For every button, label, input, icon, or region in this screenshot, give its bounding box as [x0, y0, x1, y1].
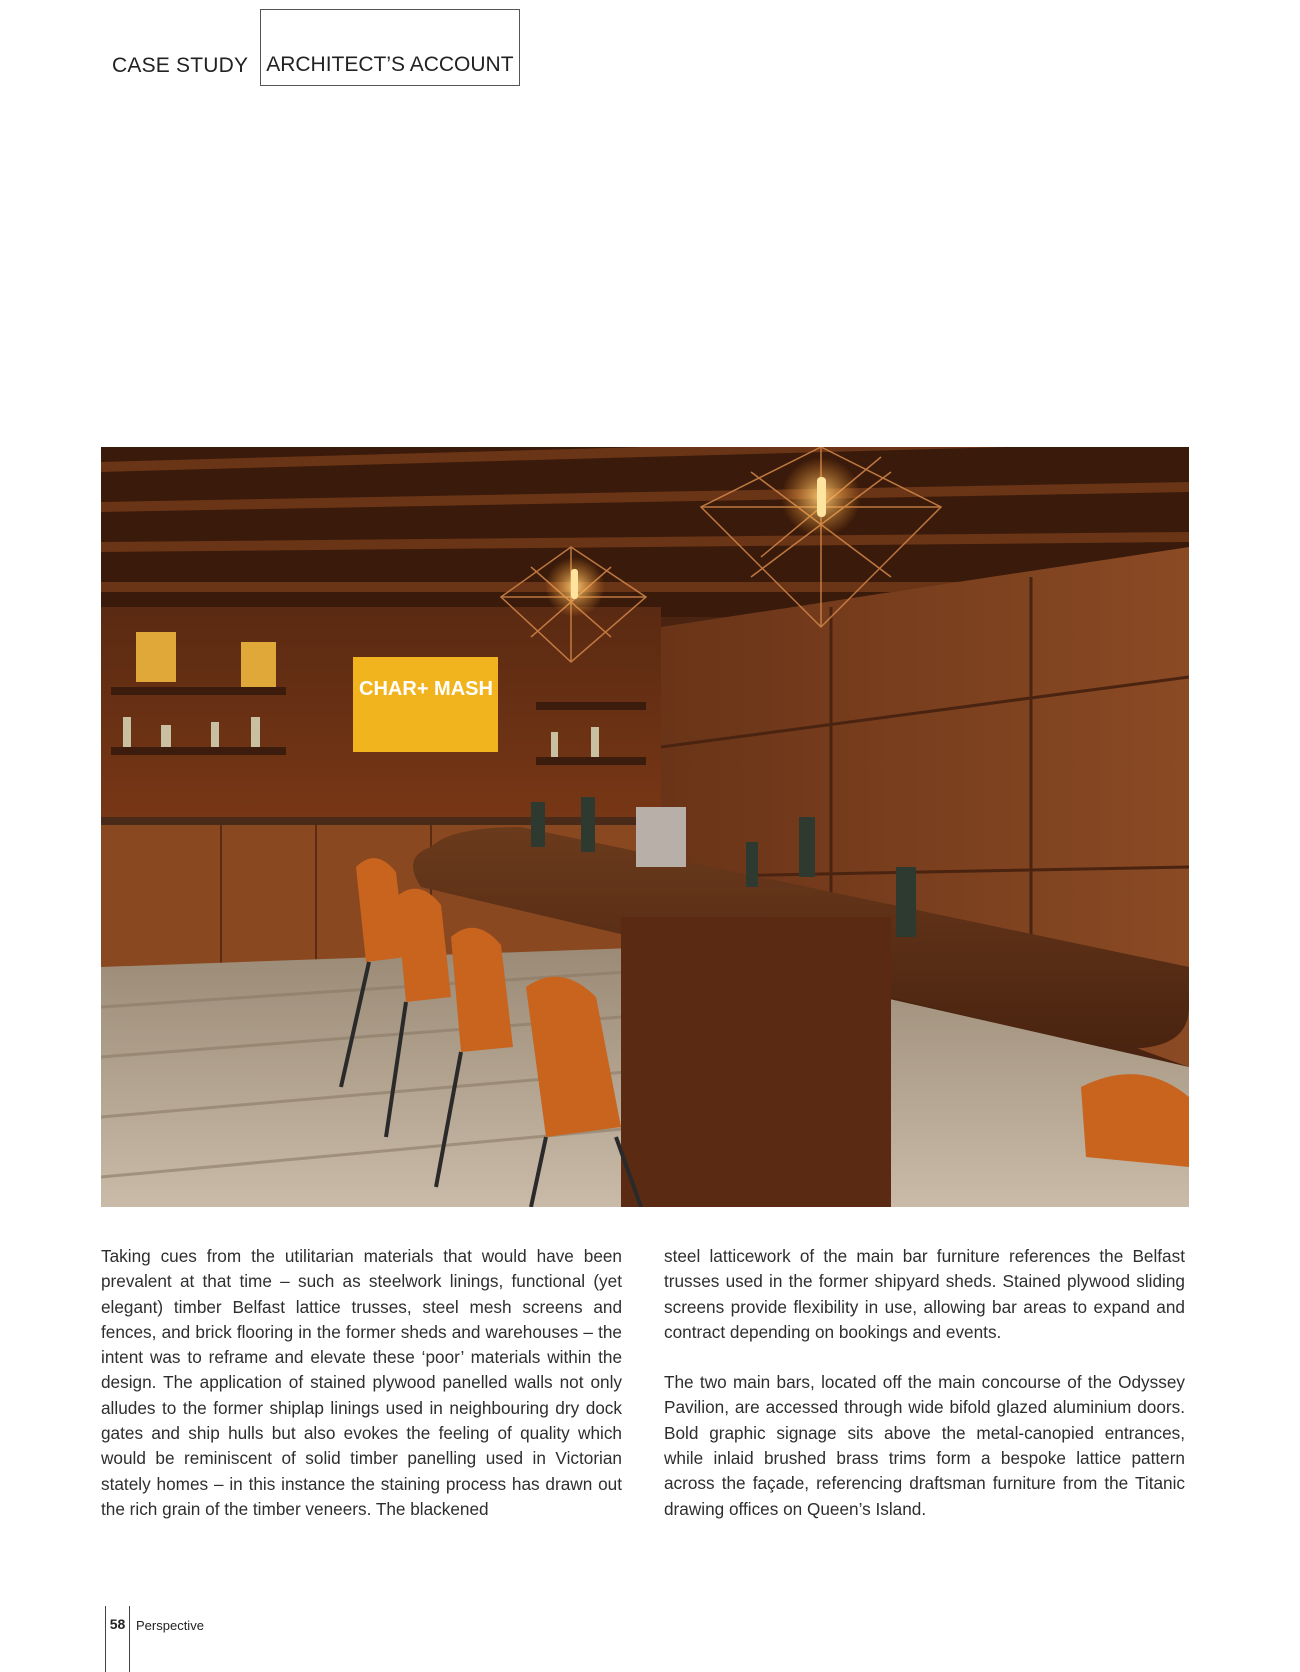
body-paragraph: steel latticework of the main bar furniture references the Belfast trusses used in the former shipyard sheds. Stained plywood sliding screens provide flexibility in use, allowing bar areas to expand and contract depending on bookings and events. [664, 1246, 1185, 1342]
body-paragraph: The two main bars, located off the main concourse of the Odyssey Pavilion, are accessed through wide bifold glazed aluminium doors. Bold graphic signage sits above the metal-canopied entrances, while inlaid brushed brass trims form a bespoke lattice pattern across the façade, referencing draftsman furniture from the Titanic drawing offices on Queen’s Island. [664, 1372, 1185, 1519]
publication-name: Perspective [136, 1618, 204, 1633]
page-number: 58 [105, 1606, 130, 1672]
body-column-right [664, 1244, 1185, 1522]
body-column-left [101, 1244, 622, 1522]
body-paragraph: Taking cues from the utilitarian materials that would have been prevalent at that time – such as steelwork linings, functional (yet elegant) timber Belfast lattice trusses, steel mesh screens and fences, and brick flooring in the former sheds and warehouses – the intent was to reframe and elevate these ‘poor’ materials within the design. The application of stained plywood panelled walls not only alludes to the former shiplap linings used in neighbouring dry dock gates and ship hulls but also evokes the feeling of quality which would be reminiscent of solid timber panelling used in Victorian stately homes – in this instance the staining process has drawn out the rich grain of the timber veneers. The blackened [101, 1246, 622, 1519]
bar-interior-photo [101, 447, 1189, 1207]
screen-logo: CHAR+ MASH [359, 678, 493, 700]
page-footer [105, 1606, 204, 1672]
page-header [112, 0, 520, 86]
section-label: CASE STUDY [112, 54, 249, 77]
article-type-label: ARCHITECT’S ACCOUNT [260, 9, 519, 86]
